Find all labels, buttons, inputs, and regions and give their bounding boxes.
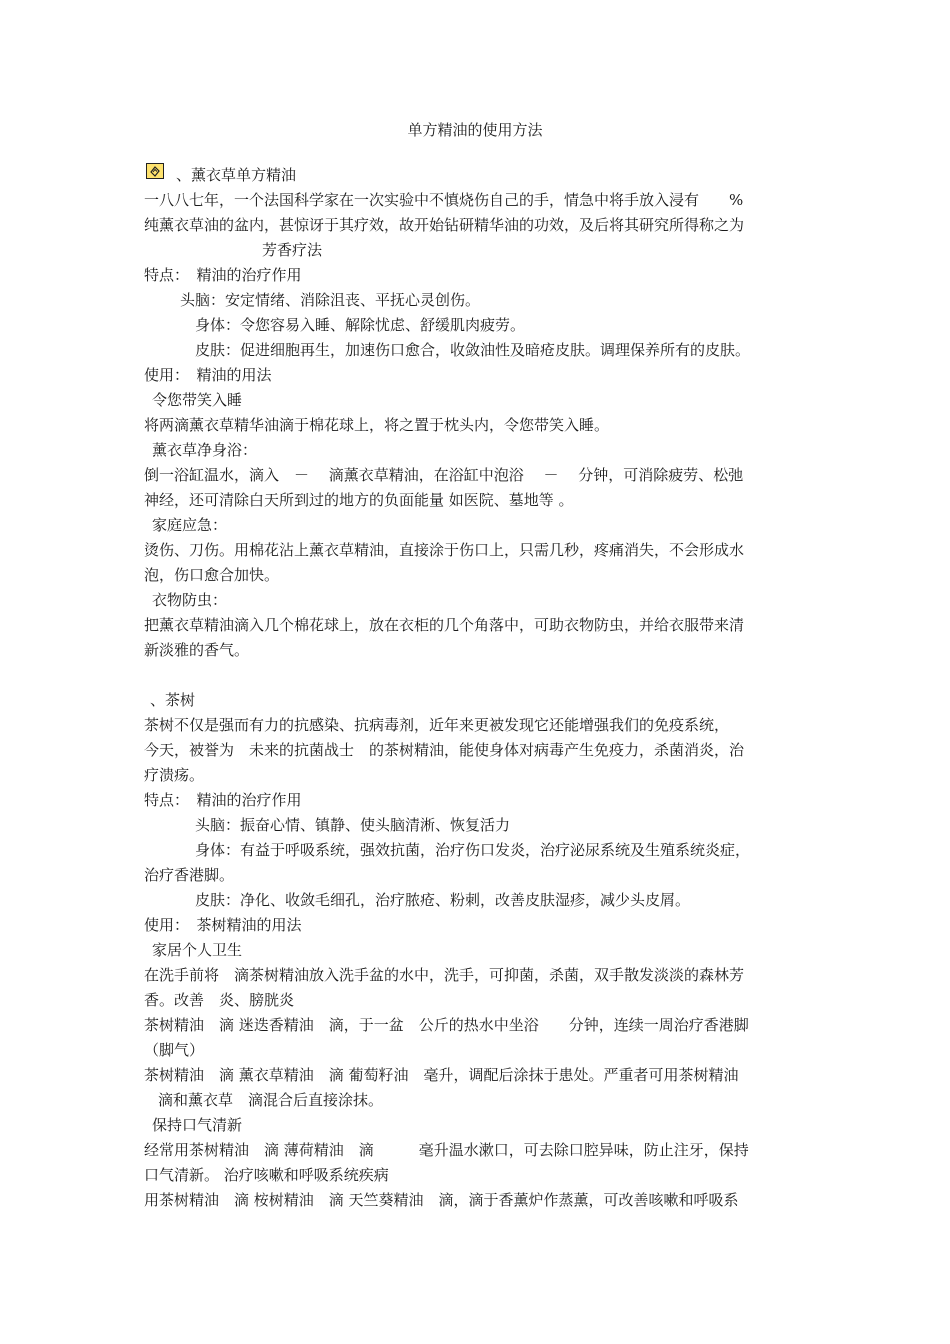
text-line: 茶树精油 滴 薰衣草精油 滴 葡萄籽油 毫升，调配后涂抹于患处。严重者可用茶树精油 bbox=[144, 1066, 739, 1084]
text-line: 使用： 精油的用法 bbox=[144, 366, 272, 384]
text-line: 治疗香港脚。 bbox=[144, 866, 235, 884]
text-line: 芳香疗法 bbox=[262, 241, 323, 259]
text-line: 神经，还可清除白天所到过的地方的负面能量 如医院、墓地等 。 bbox=[144, 491, 574, 509]
document-title: 单方精油的使用方法 bbox=[407, 121, 543, 139]
text-line: 经常用茶树精油 滴 薄荷精油 滴 毫升温水漱口，可去除口腔异味，防止注牙，保持 bbox=[144, 1141, 749, 1159]
text-line: 身体：令您容易入睡、解除忧虑、舒缓肌肉疲劳。 bbox=[195, 316, 526, 334]
text-line: 把薰衣草精油滴入几个棉花球上，放在衣柜的几个角落中，可助衣物防虫，并给衣服带来清 bbox=[144, 616, 745, 634]
text-line: 口气清新。 治疗咳嗽和呼吸系统疾病 bbox=[144, 1166, 389, 1184]
section-heading-tea-tree: 、茶树 bbox=[150, 691, 196, 709]
text-line: 茶树不仅是强而有力的抗感染、抗病毒剂，近年来更被发现它还能增强我们的免疫系统， bbox=[144, 716, 730, 734]
text-line: 用茶树精油 滴 桉树精油 滴 天竺葵精油 滴，滴于香薰炉作蒸薰，可改善咳嗽和呼吸系 bbox=[144, 1191, 739, 1209]
text-line: 纯薰衣草油的盆内，甚惊讶于其疗效，故开始钻研精华油的功效，及后将其研究所得称之为 bbox=[144, 216, 745, 234]
text-line: 身体：有益于呼吸系统，强效抗菌，治疗伤口发炎，治疗泌尿系统及生殖系统炎症， bbox=[195, 841, 751, 859]
text-line: 保持口气清新 bbox=[152, 1116, 243, 1134]
text-line: 新淡雅的香气。 bbox=[144, 641, 250, 659]
text-line: 薰衣草净身浴： bbox=[152, 441, 258, 459]
text-line: 特点： 精油的治疗作用 bbox=[144, 266, 302, 284]
text-line: 在洗手前将 滴茶树精油放入洗手盆的水中，洗手，可抑菌，杀菌，双手散发淡淡的森林芳 bbox=[144, 966, 745, 984]
text-line: 头脑：安定情绪、消除沮丧、平抚心灵创伤。 bbox=[180, 291, 481, 309]
text-line: 令您带笑入睡 bbox=[152, 391, 243, 409]
text-line: 家居个人卫生 bbox=[152, 941, 243, 959]
text-line: 家庭应急： bbox=[152, 516, 228, 534]
text-line: 泡，伤口愈合加快。 bbox=[144, 566, 280, 584]
text-line: 衣物防虫： bbox=[152, 591, 228, 609]
document-icon bbox=[146, 163, 164, 179]
text-line: 一八八七年，一个法国科学家在一次实验中不慎烧伤自己的手，情急中将手放入浸有 % bbox=[144, 191, 744, 209]
text-line: 滴和薰衣草 滴混合后直接涂抹。 bbox=[158, 1091, 384, 1109]
text-line: 烫伤、刀伤。用棉花沾上薰衣草精油，直接涂于伤口上，只需几秒，疼痛消失，不会形成水 bbox=[144, 541, 745, 559]
text-line: 使用： 茶树精油的用法 bbox=[144, 916, 302, 934]
text-line: 香。改善 炎、膀胱炎 bbox=[144, 991, 295, 1009]
text-line: （脚气） bbox=[144, 1041, 205, 1059]
text-line: 特点： 精油的治疗作用 bbox=[144, 791, 302, 809]
text-line: 茶树精油 滴 迷迭香精油 滴，于一盆 公斤的热水中坐浴 分钟，连续一周治疗香港脚 bbox=[144, 1016, 749, 1034]
text-line: 将两滴薰衣草精华油滴于棉花球上，将之置于枕头内，令您带笑入睡。 bbox=[144, 416, 610, 434]
text-line: 皮肤：净化、收敛毛细孔，治疗脓疮、粉刺，改善皮肤湿疹，减少头皮屑。 bbox=[195, 891, 691, 909]
text-line: 头脑：振奋心情、镇静、使头脑清淅、恢复活力 bbox=[195, 816, 511, 834]
text-line: 疗溃疡。 bbox=[144, 766, 205, 784]
text-line: 倒一浴缸温水，滴入 － 滴薰衣草精油，在浴缸中泡浴 － 分钟，可消除疲劳、松弛 bbox=[144, 466, 744, 484]
text-line: 今天，被誉为 未来的抗菌战士 的茶树精油，能使身体对病毒产生免疫力，杀菌消炎，治 bbox=[144, 741, 745, 759]
text-line: 皮肤：促进细胞再生，加速伤口愈合，收敛油性及暗疮皮肤。调理保养所有的皮肤。 bbox=[195, 341, 751, 359]
section-heading-lavender: 、薰衣草单方精油 bbox=[176, 166, 297, 184]
